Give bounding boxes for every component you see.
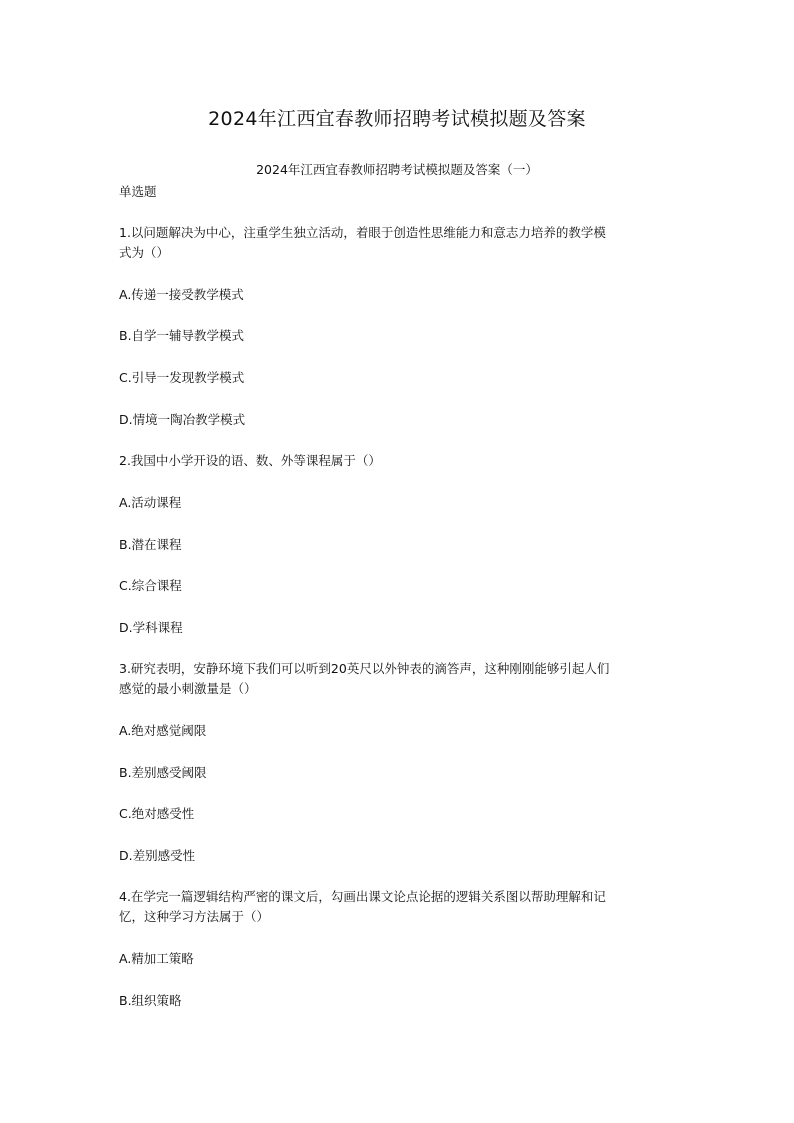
question-3-stem-line-1: 3.研究表明，安静环境下我们可以听到20英尺以外钟表的滴答声，这种刚刚能够引起人们 xyxy=(119,661,610,676)
question-1-option-c: C.引导一发现教学模式 xyxy=(119,370,245,385)
question-4-stem-line-1: 4.在学完一篇逻辑结构严密的课文后，勾画出课文论点论据的逻辑关系图以帮助理解和记 xyxy=(119,889,606,904)
question-3-option-c: C.绝对感受性 xyxy=(119,806,195,821)
question-1-option-b: B.自学一辅导教学模式 xyxy=(119,328,245,343)
page-title: 2024年江西宜春教师招聘考试模拟题及答案 xyxy=(208,108,586,130)
question-4-option-b: B.组织策略 xyxy=(119,993,182,1008)
question-3-option-a: A.绝对感觉阈限 xyxy=(119,723,207,738)
question-1-option-d: D.情境一陶冶教学模式 xyxy=(119,412,246,427)
question-2-stem-line-1: 2.我国中小学开设的语、数、外等课程属于（） xyxy=(119,453,381,468)
section-label: 单选题 xyxy=(119,184,157,199)
question-2-option-c: C.综合课程 xyxy=(119,578,182,593)
question-1-stem-line-2: 式为（） xyxy=(119,245,170,260)
question-1-option-a: A.传递一接受教学模式 xyxy=(119,287,244,302)
question-4-stem-line-2: 忆，这种学习方法属于（） xyxy=(119,909,270,924)
question-3-option-b: B.差别感受阈限 xyxy=(119,765,207,780)
page-subtitle: 2024年江西宜春教师招聘考试模拟题及答案（一） xyxy=(256,162,538,177)
question-2-option-a: A.活动课程 xyxy=(119,495,182,510)
question-3-option-d: D.差别感受性 xyxy=(119,848,196,863)
question-2-option-b: B.潜在课程 xyxy=(119,537,182,552)
question-1-stem-line-1: 1.以问题解决为中心，注重学生独立活动，着眼于创造性思维能力和意志力培养的教学模 xyxy=(119,225,606,240)
question-3-stem-line-2: 感觉的最小刺激量是（） xyxy=(119,681,257,696)
question-2-option-d: D.学科课程 xyxy=(119,620,183,635)
question-4-option-a: A.精加工策略 xyxy=(119,951,194,966)
